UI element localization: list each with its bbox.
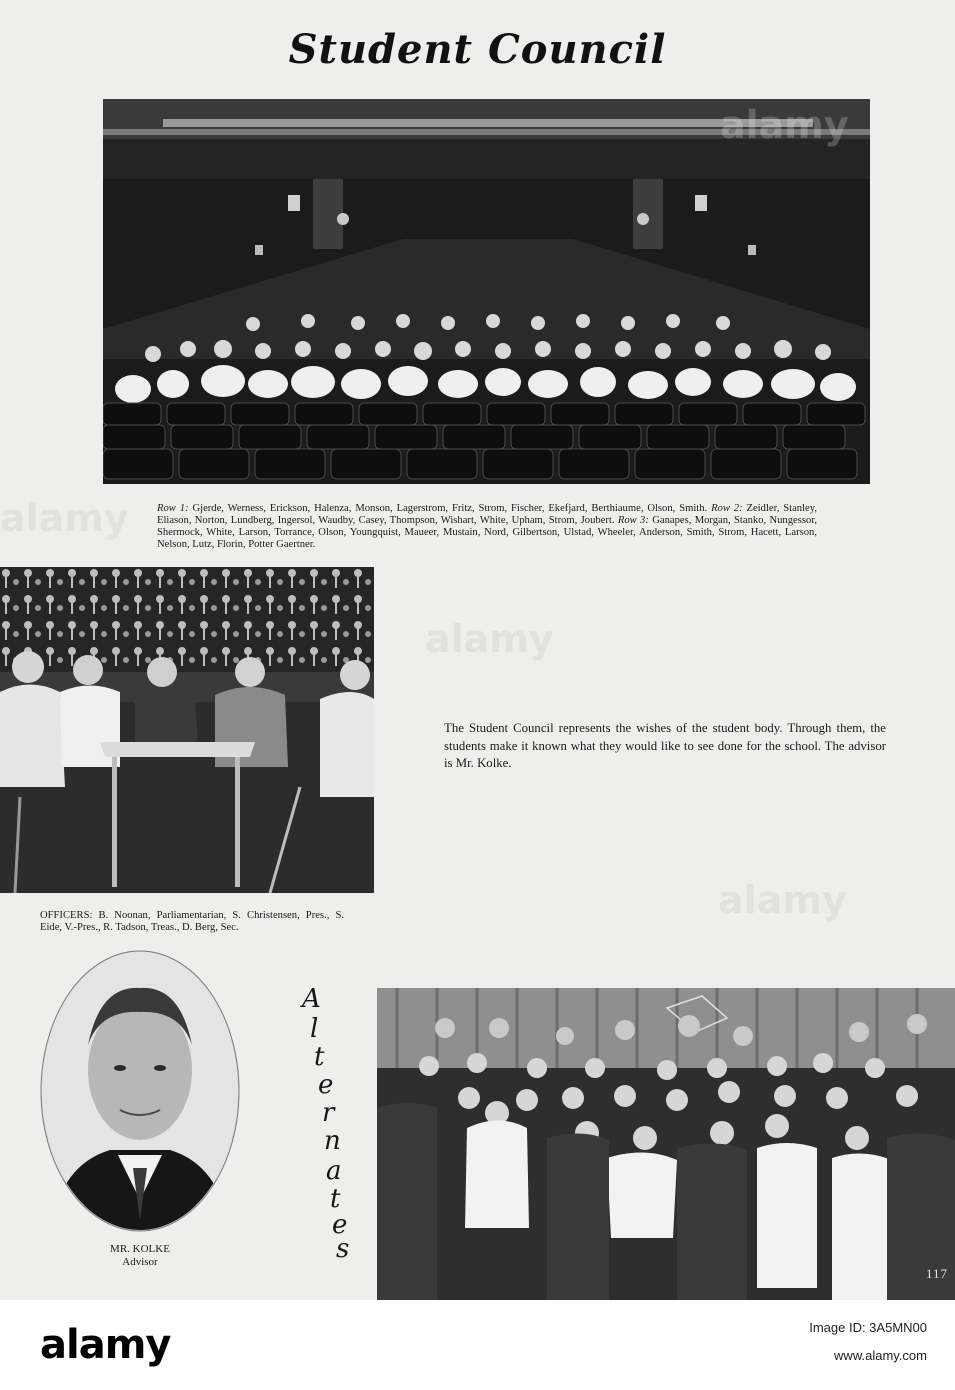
advisor-role: Advisor (122, 1256, 158, 1268)
council-description: The Student Council represents the wishes of the student body. Through them, the students make it known what they would like to see done for the school. The advisor is Mr. Kolke. (444, 721, 886, 770)
watermark-top: alamy (720, 103, 849, 147)
row-2-label: Row 2: (711, 503, 743, 514)
row-2-names: Zeidler, Stanley, Eliason, Norton, Lundberg, Ingersol, Waudby, Casey, Thompson, Wishart, White, Upham, Strom, Joubert. (157, 503, 818, 526)
alternates-group-photo (377, 988, 955, 1300)
officers-photo (0, 567, 374, 893)
site-url: www.alamy.com (834, 1348, 927, 1363)
image-id: Image ID: 3A5MN00 (809, 1320, 927, 1335)
image-meta (809, 1314, 927, 1370)
advisor-portrait (40, 950, 240, 1232)
watermark-bottom: alamy (718, 878, 847, 922)
advisor-label (40, 1243, 240, 1269)
officers-caption: OFFICERS: B. Noonan, Parliamentarian, S. Christensen, Pres., S. Eide, V.-Pres., R. Tadson, Treas., D. Berg, Sec. (40, 910, 344, 933)
watermark-middle: alamy (425, 617, 554, 661)
row-3-label: Row 3: (617, 515, 649, 526)
advisor-name: MR. KOLKE (110, 1243, 170, 1255)
group-photo-caption (157, 503, 817, 551)
alamy-logo: alamy (40, 1322, 171, 1368)
row-1-names: Gjerde, Werness, Erickson, Halenza, Monson, Lagerstrom, Fritz, Strom, Fischer, Ekefjard, Berthiaume, Olson, Smith. (188, 503, 712, 514)
stock-footer (0, 1300, 955, 1390)
page-title: Student Council (288, 26, 667, 73)
auditorium-group-photo (103, 99, 870, 484)
page-number: 117 (926, 1266, 949, 1281)
row-3-names: Ganapes, Morgan, Stanko, Nungessor, Shermock, White, Larson, Torrance, Olson, Youngquist, Maueer, Mustain, Nord, Gilbertson, Ulstad, Wheeler, Anderson, Smith, Strom, Hacett, Larson, Nelson, Lutz, Florin, Potter Gaertner. (157, 515, 818, 550)
watermark-left: alamy (0, 496, 129, 540)
alternates-letters: A l t e r n a t e s (302, 984, 350, 1264)
row-1-label: Row 1: (157, 503, 189, 514)
